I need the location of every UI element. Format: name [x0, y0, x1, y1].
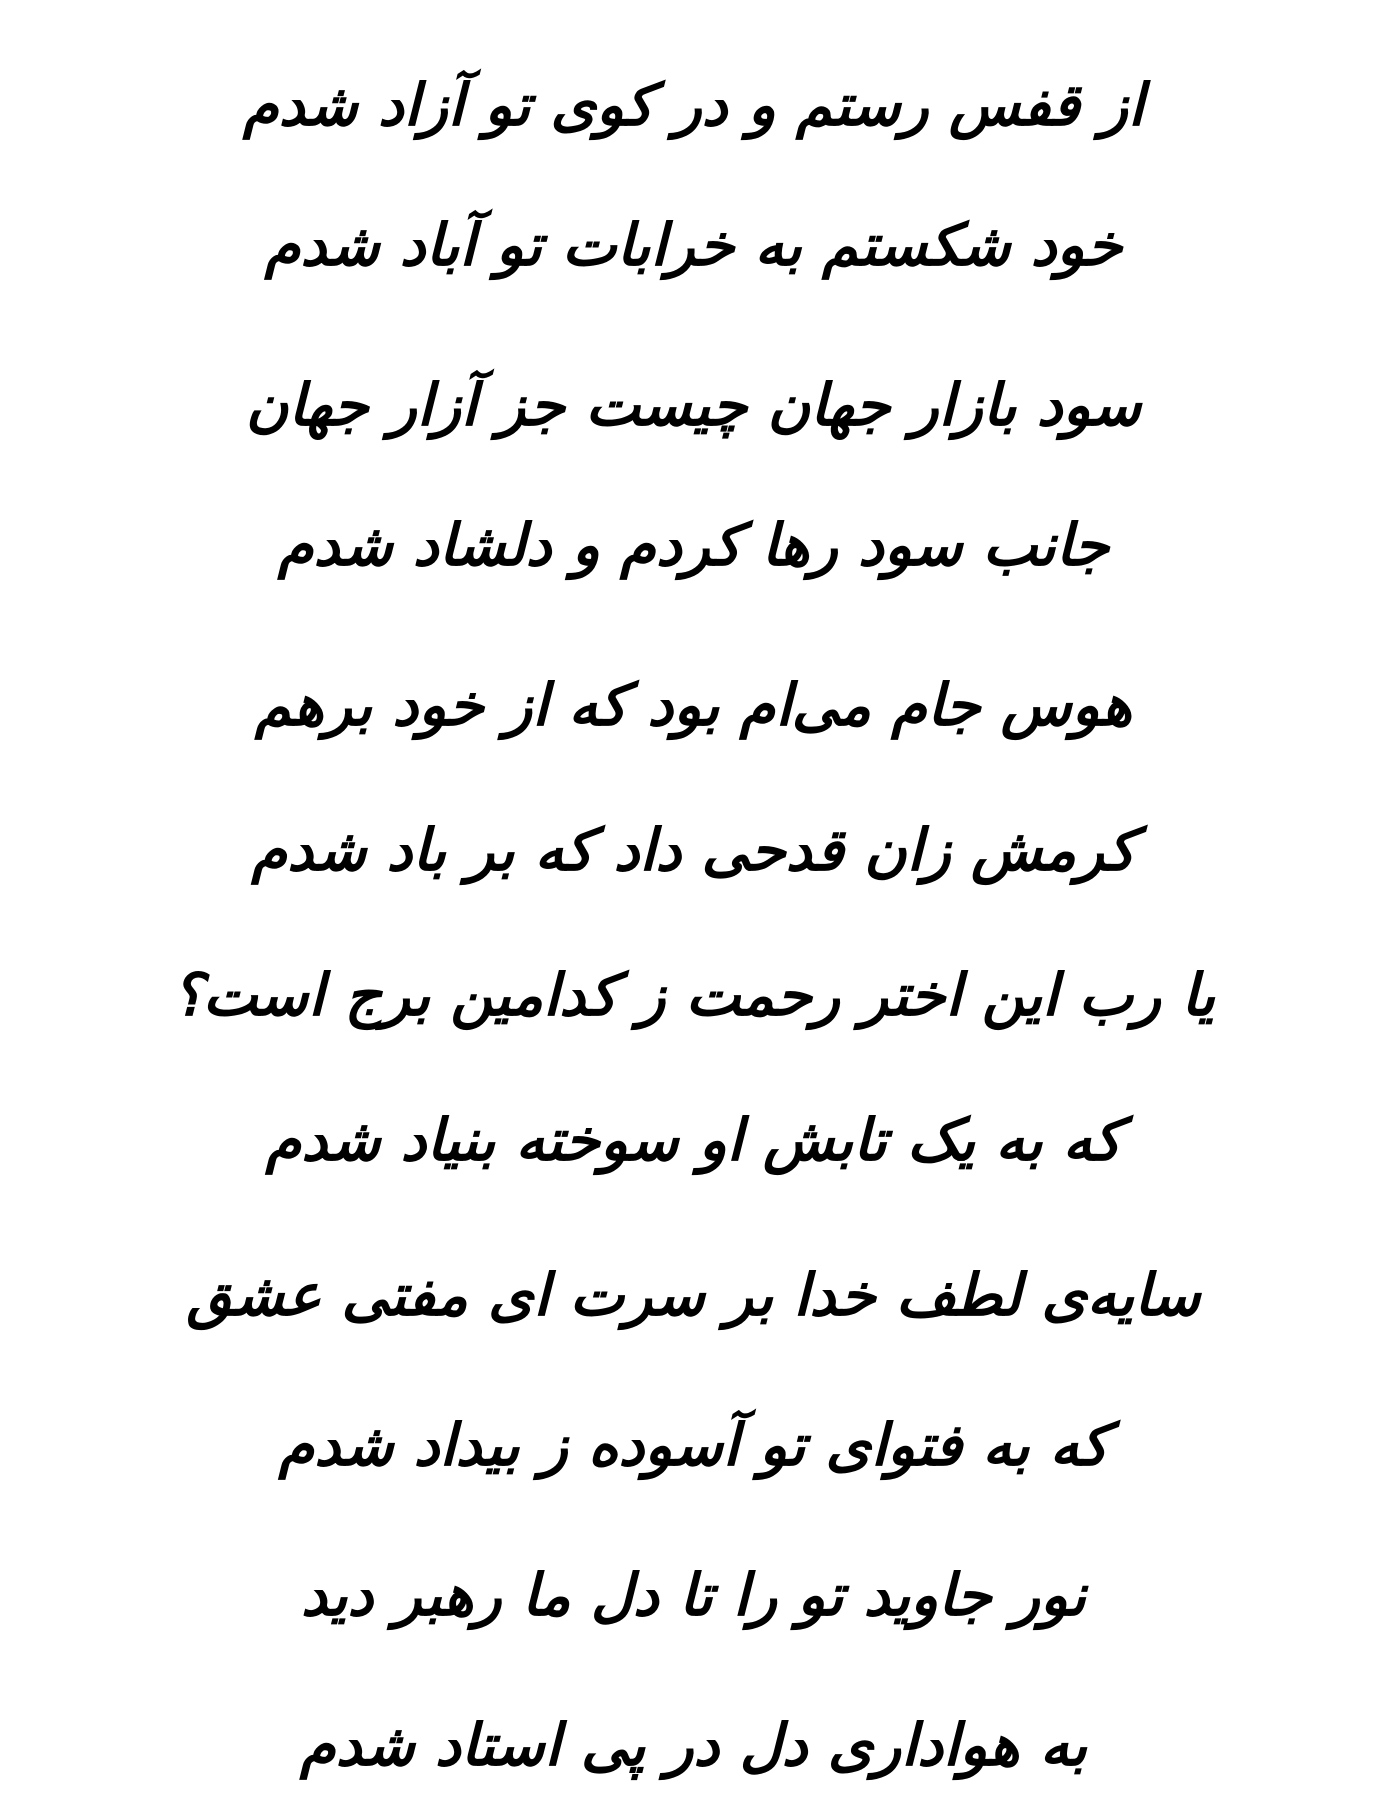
- verse-line-12: به هواداری دل در پی استاد شدم: [299, 1711, 1088, 1779]
- verse-line-4: جانب سود رها کردم و دلشاد شدم: [277, 511, 1110, 579]
- verse-line-6: کرمش زان قدحی داد که بر باد شدم: [251, 816, 1136, 884]
- verse-line-7: یا رب این اختر رحمت ز کدامین برج است؟: [171, 961, 1216, 1029]
- verse-line-5: هوس جام می‌ام بود که از خود برهم: [254, 671, 1133, 739]
- verse-line-8: که به یک تابش او سوخته بنیاد شدم: [265, 1106, 1122, 1174]
- verse-line-9: سایه‌ی لطف خدا بر سرت ای مفتی عشق: [186, 1261, 1201, 1329]
- verse-line-2: خود شکستم به خرابات تو آباد شدم: [264, 211, 1123, 279]
- verse-line-1: از قفس رستم و در کوی تو آزاد شدم: [242, 71, 1145, 139]
- verse-line-3: سود بازار جهان چیست جز آزار جهان: [245, 371, 1142, 439]
- verse-line-10: که به فتوای تو آسوده ز بیداد شدم: [278, 1411, 1109, 1479]
- verse-line-11: نور جاوید تو را تا دل ما رهبر دید: [300, 1561, 1087, 1629]
